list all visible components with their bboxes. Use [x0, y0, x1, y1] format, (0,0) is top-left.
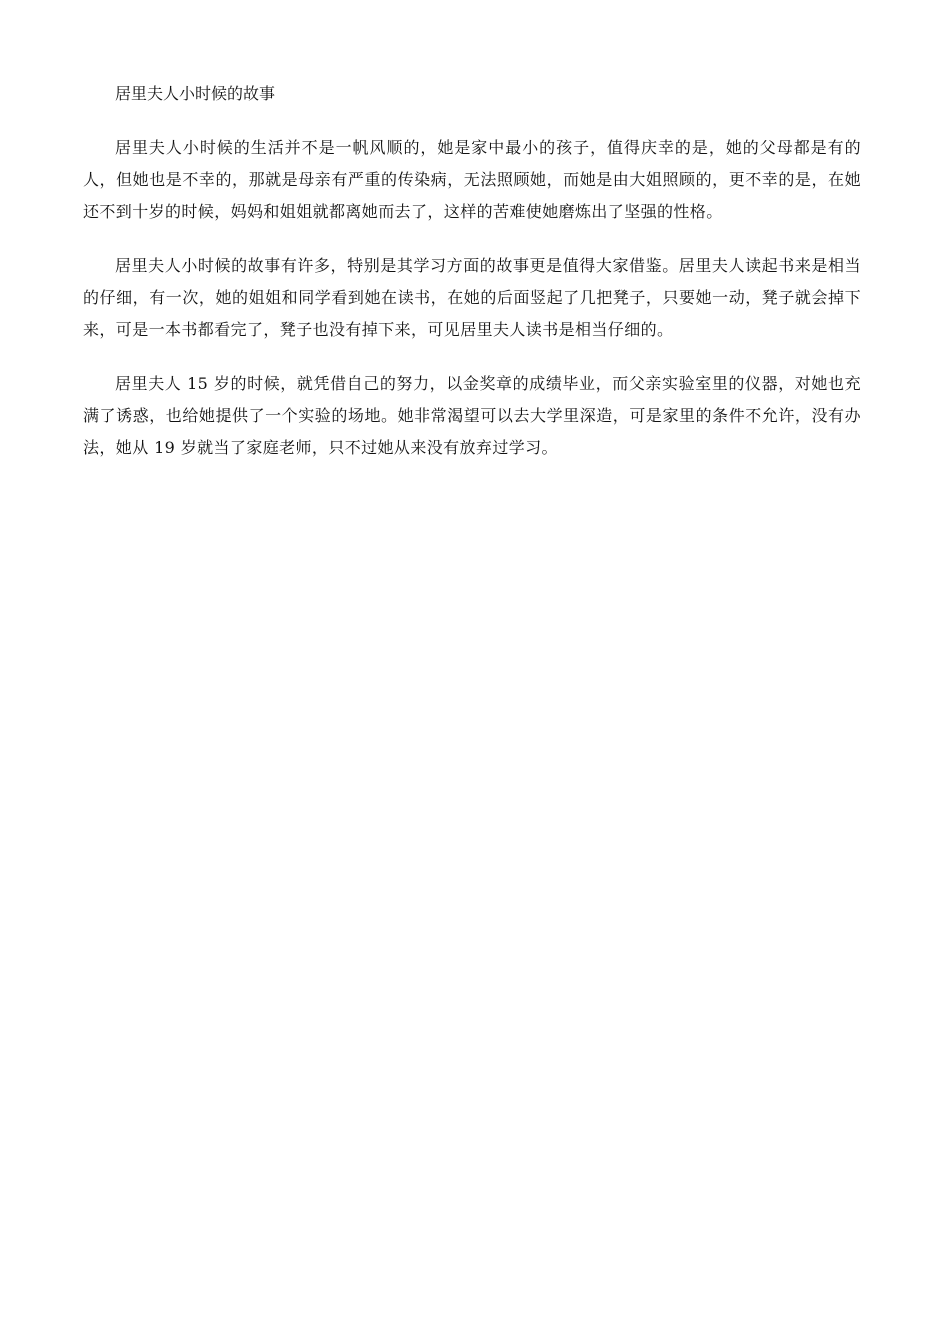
document-page [83, 78, 861, 486]
document-title: 居里夫人小时候的故事 [115, 84, 276, 103]
paragraph-2: 居里夫人小时候的故事有许多，特别是其学习方面的故事更是值得大家借鉴。居里夫人读起书来是相当的仔细，有一次，她的姐姐和同学看到她在读书，在她的后面竖起了几把凳子，只要她一动，凳子就会掉下来，可是一本书都看完了，凳子也没有掉下来，可见居里夫人读书是相当仔细的。 [83, 256, 861, 339]
paragraph-3: 居里夫人 15 岁的时候，就凭借自己的努力，以金奖章的成绩毕业，而父亲实验室里的仪器，对她也充满了诱惑，也给她提供了一个实验的场地。她非常渴望可以去大学里深造，可是家里的条件不允许，没有办法，她从 19 岁就当了家庭老师，只不过她从来没有放弃过学习。 [83, 374, 861, 457]
paragraph-1: 居里夫人小时候的生活并不是一帆风顺的，她是家中最小的孩子，值得庆幸的是，她的父母都是有的人，但她也是不幸的，那就是母亲有严重的传染病，无法照顾她，而她是由大姐照顾的，更不幸的是，在她还不到十岁的时候，妈妈和姐姐就都离她而去了，这样的苦难使她磨炼出了坚强的性格。 [83, 138, 861, 221]
